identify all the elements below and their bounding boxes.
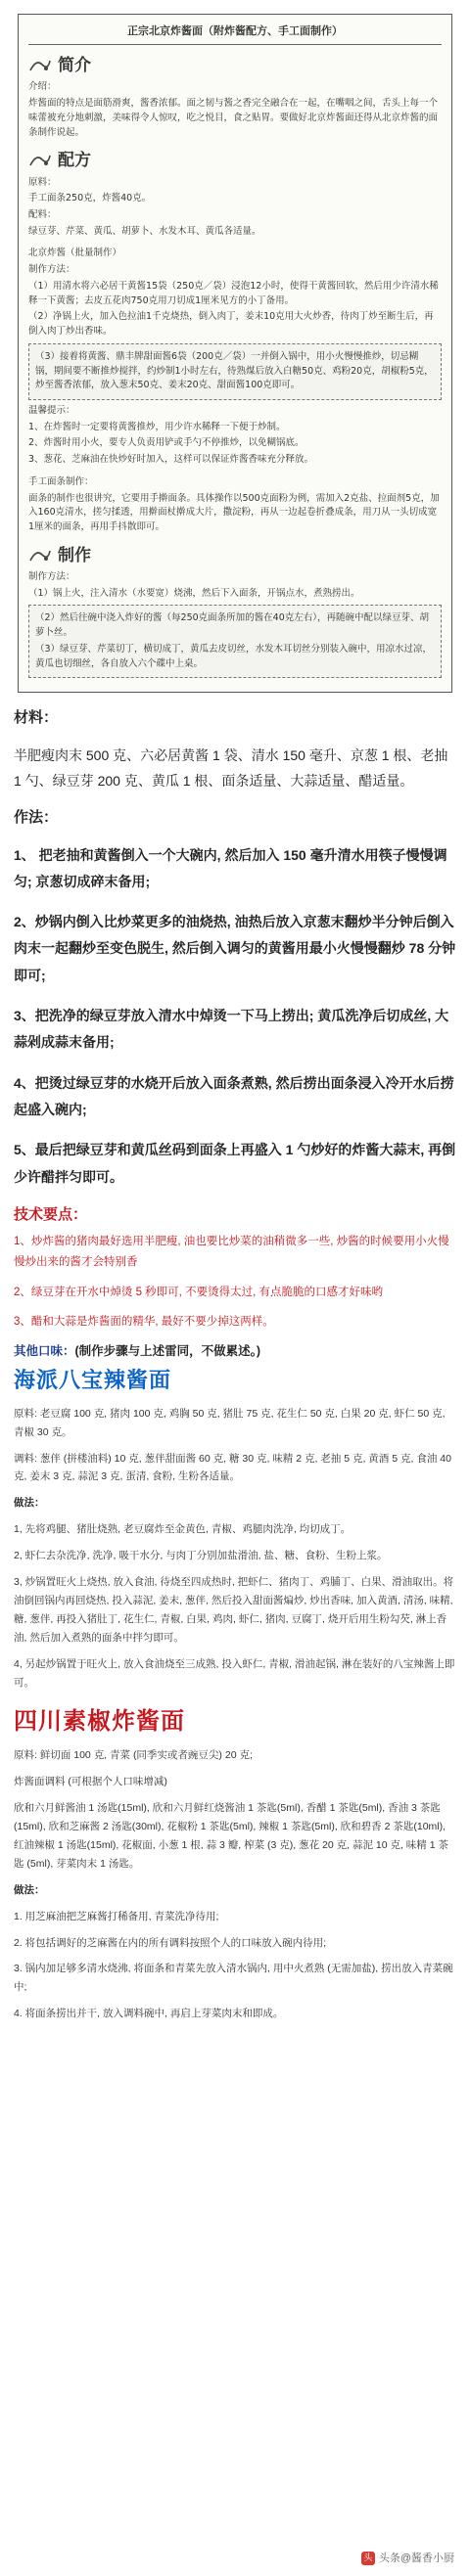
babao-ingredients: 原料: 老豆腐 100 克, 猪肉 100 克, 鸡胸 50 克, 猪肚 75 克, 花生仁 50 克, 白果 20 克, 虾仁 50 克, 青椒 30 克。 [14,1407,446,1438]
article-step-3: 3、把洗净的绿豆芽放入清水中焯烫一下马上捞出; 黄瓜洗净后切成丝, 大蒜剁成蒜末备用; [14,1008,449,1051]
babao-step-4: 4, 另起炒锅置于旺火上, 放入食油烧至三成熟, 投入虾仁, 青椒, 滑油起锅, 淋在装好的八宝辣酱上即可。 [14,1657,455,1689]
tips-title: 技术要点： [14,1205,88,1223]
babao-step-1: 1, 先将鸡腿、猪肚烧熟, 老豆腐炸至金黄色, 青椒、鸡腿肉洗净, 均切成丁。 [14,1523,352,1536]
sichuan-heading: 四川素椒炸酱面 [14,1707,185,1736]
sichuan-ingredients: 原料: 鲜切面 100 克, 青菜 (同季实或者豌豆尖) 20 克; [14,1749,253,1762]
tip-1: 1、炒炸酱的猪肉最好选用半肥瘦, 油也要比炒菜的油稍微多一些, 炒酱的时候要用小火慢慢炒出来的酱才会特别香 [14,1236,449,1268]
note-2: 2、炸酱时用小火，要专人负责用铲或手勺不停推炒，以免糊锅底。 [28,437,305,449]
note-label: 温馨提示： [28,404,75,416]
method-label: 作法： [14,809,59,827]
other-flavors-line [14,1342,456,1361]
article-body [0,693,470,2023]
babao-step-2: 2, 虾仁去杂洗净, 洗净, 吸干水分, 与肉丁分别加盐滑油, 盐、糖、食粉、生粉上浆。 [14,1550,388,1562]
noodle-text: 面条的制作也很讲究，它要用手擀面条。具体操作以500克面粉为例，需加入2克盐、拉面剂5克，加入160克清水，搓匀揉透，用擀面杖擀成大片，撒淀粉，再从一边起卷折叠成条，用刀从一头切成宽1厘米的面条，再用手抖散即可。 [28,492,440,532]
other-flavors-note: (制作步骤与上述雷同，不做累述。) [74,1344,261,1359]
noodle-title: 手工面条制作： [28,475,94,487]
scan-title: 正宗北京炸酱面（附炸酱配方、手工面制作） [28,23,442,45]
materials-text: 半肥瘦肉末 500 克、六必居黄酱 1 袋、清水 150 毫升、京葱 1 根、老抽 1 勺、绿豆芽 200 克、黄瓜 1 根、面条适量、大蒜适量、醋适量。 [14,746,448,790]
make-step-2: （2）然后往碗中浇入炸好的酱（每250克面条所加的酱在40克左右），再随碗中配以绿豆芽、胡萝卜丝。 [35,612,430,639]
tip-3: 3、醋和大蒜是炸酱面的精华, 最好不要少掉这两样。 [14,1316,274,1329]
sichuan-step-2: 2. 将包括调好的芝麻酱在内的所有调料按照个人的口味放入碗内待用; [14,1936,327,1949]
method-label: 制作方法： [28,264,75,276]
brush-mark-icon [28,547,52,565]
other-flavors-label: 其他口味： [14,1344,75,1359]
sichuan-seasoning-title: 炸酱面调料 (可根据个人口味增减) [14,1776,167,1788]
make-label: 制作方法： [28,571,75,583]
make-heading: 制作 [58,545,91,565]
aux-label: 配料： [28,209,57,221]
babao-heading: 海派八宝辣酱面 [14,1368,172,1393]
note-3: 3、葱花、芝麻油在快炒好时加入，这样可以保证炸酱香味充分释放。 [28,454,314,466]
article-step-5: 5、最后把绿豆芽和黄瓜丝码到面条上再盛入 1 勺炒好的炸酱大蒜末, 再倒少许醋拌匀即可。 [14,1142,456,1185]
raw-label: 原料： [28,176,57,188]
scanned-recipe-card [18,14,452,693]
method-step-1: （1）用清水将六必居干黄酱15袋（250克／袋）浸泡12小时，使得干黄酱回软，然后用少许清水稀释一下黄酱；去皮五花肉750克用刀切成1厘米见方的小丁备用。 [28,280,439,306]
sichuan-method-label: 做法： [14,1883,45,1896]
article-step-1: 1、 把老抽和黄酱倒入一个大碗内, 然后加入 150 毫升清水用筷子慢慢调匀; 京葱切成碎末备用; [14,846,447,889]
make-steps-box [28,605,442,678]
article-step-4: 4、把烫过绿豆芽的水烧开后放入面条煮熟, 然后捞出面条浸入冷开水后捞起盛入碗内; [14,1074,454,1117]
intro-section-head [28,53,442,78]
tip-2: 2、绿豆芽在开水中焯烫 5 秒即可, 不要烫得太过, 有点脆脆的口感才好味哟 [14,1286,383,1298]
method-step-3-box [28,343,442,400]
materials-label: 材料： [14,709,59,727]
intro-heading: 简介 [58,56,91,76]
watermark-text: 头条@酱香小厨 [378,2552,454,2564]
sichuan-step-4: 4. 将面条捞出并干, 放入调料碗中, 再启上芽菜肉末和即成。 [14,2008,284,2020]
babao-method-label: 做法： [14,1497,45,1510]
sichuan-step-3: 3. 锅内加足够多清水烧沸, 将面条和青菜先放入清水锅内, 用中火煮熟 (无需加盐), 捞出放入青菜碗中; [14,1963,453,1994]
raw-text: 手工面条250克，炸酱40克。 [28,193,152,204]
sichuan-seasoning: 欣和六月鲜酱油 1 汤匙(15ml), 欣和六月鲜红烧酱油 1 茶匙(5ml), 香醋 1 茶匙(5ml), 香油 3 茶匙(15ml), 欣和芝麻酱 2 汤匙(30ml), 花椒粉 1 茶匙(5ml), 辣椒 1 茶匙(5ml), 欣和碧香 2 茶匙(10ml), 红油辣椒 1 汤匙(15ml), 花椒面, 小葱 1 根, 蒜 3 瓣, 榨菜 (3 克), 葱花 20 克, 蒜泥 10 克, 味精 1 茶匙 (5ml), 芽菜肉末 1 汤匙。 [14,1802,448,1870]
make-step-1: （1）锅上火，注入清水（水要宽）烧沸，然后下入面条，开锅点水，煮熟捞出。 [28,587,360,599]
sichuan-step-1: 1. 用芝麻油把芝麻酱打稀备用, 青菜洗净待用; [14,1910,219,1922]
method-step-3: （3）接着将黄酱、鼎丰牌甜面酱6袋（200克／袋）一并倒入锅中，用小火慢慢推炒，切忌糊锅，期间要不断推炒搅拌，约炒制1小时左右，待熟煤后放入白糖50克、鸡粉20克，胡椒粉5克，炒至酱香浓郁，放入葱末50克、姜末20克、甜面酱100克即可。 [35,350,434,391]
make-step-3: （3）绿豆芽、芹菜切丁，横切成丁，黄瓜去皮切丝，水发木耳切丝分别装入碗中，用凉水过凉，黄瓜也切细丝，各自放入六个碟中上桌。 [35,643,433,669]
intro-label: 介绍： [28,81,57,93]
babao-seasoning: 调料: 葱伴 (拼楼油料) 10 克, 葱伴甜面酱 60 克, 糖 30 克, 味精 2 克, 老抽 5 克, 黄酒 5 克, 食油 40 克, 姜末 3 克, 蒜泥 3 克, 蛋清, 食粉, 生粉各适量。 [14,1452,451,1483]
article-step-2: 2、炒锅内倒入比炒菜更多的油烧热, 油热后放入京葱末翻炒半分钟后倒入肉末一起翻炒至变色脱生, 然后倒入调匀的黄酱用最小火慢慢翻炒 78 分钟即可; [14,914,456,983]
brush-mark-icon [28,152,52,169]
note-1: 1、在炸酱时一定要将黄酱推炒，用少许水稀释一下便于炒制。 [28,421,286,432]
recipe-section-head [28,148,442,173]
babao-step-3: 3, 炒锅置旺火上烧热, 放入食油, 待烧至四成热时, 把虾仁、猪肉丁、鸡脯丁、白果、滑油取出。将油倒回锅内再回烧热, 投入蒜泥, 姜末, 葱伴, 然后投入甜面酱煸炒, 炒出香味, 加入黄酒, 清汤, 味精, 糖, 葱伴, 再投入猪肚丁, 花生仁, 青椒, 白果, 鸡肉, 虾仁, 猪肉, 豆腐丁, 烧开后用生粉勾芡, 淋上香油, 然后加入煮熟的面条中拌匀即可。 [14,1576,454,1644]
sauce-title: 北京炸酱（批量制作） [28,248,122,259]
method-step-2: （2）净锅上火，加入色拉油1千克烧热，倒入肉丁，姜末10克用大火炒香，待肉丁炒至断生后，再倒入肉丁炒出香味。 [28,311,434,338]
intro-text: 炸酱面的特点是面筋滑爽，酱香浓郁。面之韧与酱之香完全融合在一起，在嘴咽之间，舌头上每一个味蕾被充分地刺激，美味得令人惊叹，吃之悦目，食之贴胃。要做好北京炸酱面还得从北京炸酱的面条制作说起。 [28,98,439,138]
watermark [357,2549,458,2569]
recipe-heading: 配方 [58,151,91,171]
aux-text: 绿豆芽、芹菜、黄瓜、胡萝卜、水发木耳、黄瓜各适量。 [28,225,261,237]
toutiao-logo-icon: 头 [361,2552,375,2565]
make-section-head [28,543,442,568]
brush-mark-icon [28,57,52,74]
